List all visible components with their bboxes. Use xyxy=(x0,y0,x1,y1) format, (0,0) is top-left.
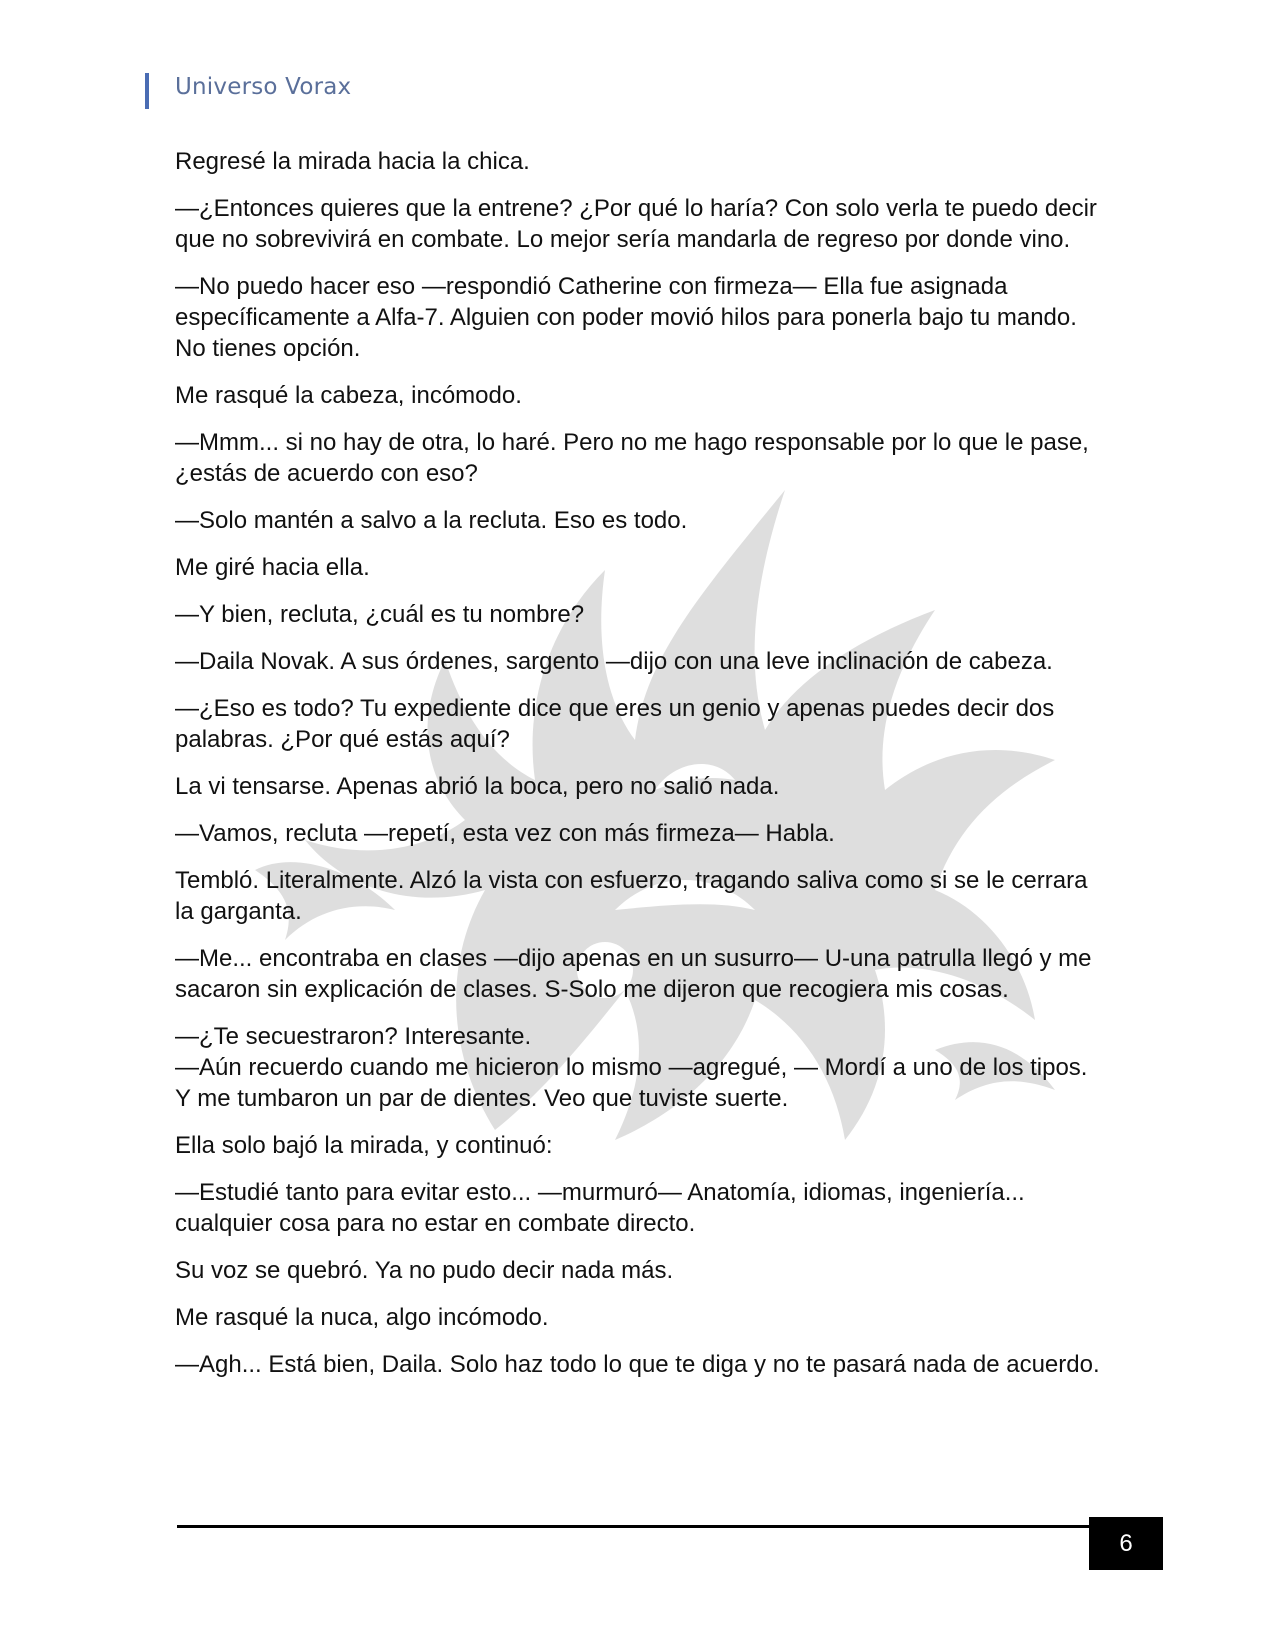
paragraph: Me rasqué la nuca, algo incómodo. xyxy=(175,1304,549,1331)
paragraph: —Vamos, recluta —repetí, esta vez con más firmeza— Habla. xyxy=(175,820,835,847)
document-body xyxy=(175,146,1105,1396)
paragraph: —Me... encontraba en clases —dijo apenas en un susurro— U-una patrulla llegó y me sacaron sin explicación de clases. S-Solo me dijeron que recogiera mis cosas. xyxy=(175,945,1092,1003)
header-title: Universo Vorax xyxy=(175,74,352,100)
paragraph: —No puedo hacer eso —respondió Catherine con firmeza— Ella fue asignada específicamente a Alfa-7. Alguien con poder movió hilos para ponerla bajo tu mando. No tienes opción. xyxy=(175,273,1077,362)
paragraph: —Estudié tanto para evitar esto... —murmuró— Anatomía, idiomas, ingeniería... cualquier cosa para no estar en combate directo. xyxy=(175,1179,1025,1237)
page-number xyxy=(1089,1517,1163,1570)
paragraph: —¿Eso es todo? Tu expediente dice que eres un genio y apenas puedes decir dos palabras. ¿Por qué estás aquí? xyxy=(175,695,1055,753)
paragraph: —Y bien, recluta, ¿cuál es tu nombre? xyxy=(175,601,585,628)
paragraph: —Agh... Está bien, Daila. Solo haz todo lo que te diga y no te pasará nada de acuerdo. xyxy=(175,1351,1100,1378)
paragraph: —Mmm... si no hay de otra, lo haré. Pero no me hago responsable por lo que le pase, ¿estás de acuerdo con eso? xyxy=(175,429,1089,487)
header-accent-bar xyxy=(145,73,149,109)
paragraph: —Daila Novak. A sus órdenes, sargento —dijo con una leve inclinación de cabeza. xyxy=(175,648,1053,675)
paragraph: Ella solo bajó la mirada, y continuó: xyxy=(175,1132,553,1159)
paragraph: Me rasqué la cabeza, incómodo. xyxy=(175,382,522,409)
paragraph: —¿Te secuestraron? Interesante. —Aún recuerdo cuando me hicieron lo mismo —agregué, — Mordí a uno de los tipos. Y me tumbaron un par de dientes. Veo que tuviste suerte. xyxy=(175,1023,1088,1112)
paragraph: —Solo mantén a salvo a la recluta. Eso es todo. xyxy=(175,507,688,534)
paragraph: Su voz se quebró. Ya no pudo decir nada más. xyxy=(175,1257,674,1284)
paragraph: La vi tensarse. Apenas abrió la boca, pero no salió nada. xyxy=(175,773,780,800)
footer-rule xyxy=(177,1525,1089,1528)
paragraph: Regresé la mirada hacia la chica. xyxy=(175,148,530,175)
paragraph: —¿Entonces quieres que la entrene? ¿Por qué lo haría? Con solo verla te puedo decir que no sobrevivirá en combate. Lo mejor sería mandarla de regreso por donde vino. xyxy=(175,195,1097,253)
page-number-label: 6 xyxy=(1119,1529,1133,1557)
paragraph: Tembló. Literalmente. Alzó la vista con esfuerzo, tragando saliva como si se le cerrara la garganta. xyxy=(175,867,1088,925)
paragraph: Me giré hacia ella. xyxy=(175,554,370,581)
